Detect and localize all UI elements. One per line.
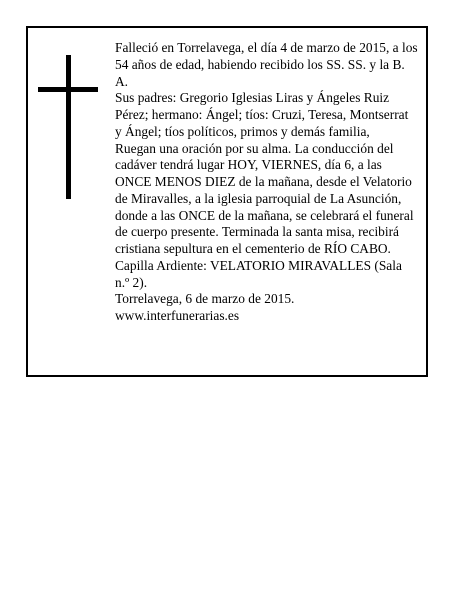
- notice-text: [115, 40, 418, 325]
- funeral-details: Ruegan una oración por su alma. La conducción del cadáver tendrá lugar HOY, VIERNES, día 6, a las ONCE MENOS DIEZ de la mañana, desde el Velatorio de Miravalles, a la iglesia parroquial de La Asunción, donde a las ONCE de la mañana, se celebrará el funeral de cuerpo presente. Terminada la santa misa, recibirá cristiana sepultura en el cementerio de RÍO CABO.: [115, 140, 414, 256]
- obituary-notice: [26, 26, 428, 377]
- website-text: www.interfunerarias.es: [115, 308, 240, 323]
- cross-vertical-bar: [66, 55, 71, 199]
- chapel-info: Capilla Ardiente: VELATORIO MIRAVALLES (Sala n.º 2).: [115, 257, 402, 290]
- latin-cross-icon: [38, 55, 98, 199]
- place-date: Torrelavega, 6 de marzo de 2015.: [115, 291, 295, 307]
- family-list: Sus padres: Gregorio Iglesias Liras y Ángeles Ruiz Pérez; hermano: Ángel; tíos: Cruzi, Teresa, Montserrat y Ángel; tíos políticos, primos y demás familia,: [115, 90, 409, 139]
- cross-horizontal-bar: [38, 87, 98, 92]
- death-announcement: Falleció en Torrelavega, el día 4 de marzo de 2015, a los 54 años de edad, habiendo recibido los SS. SS. y la B. A.: [115, 40, 418, 89]
